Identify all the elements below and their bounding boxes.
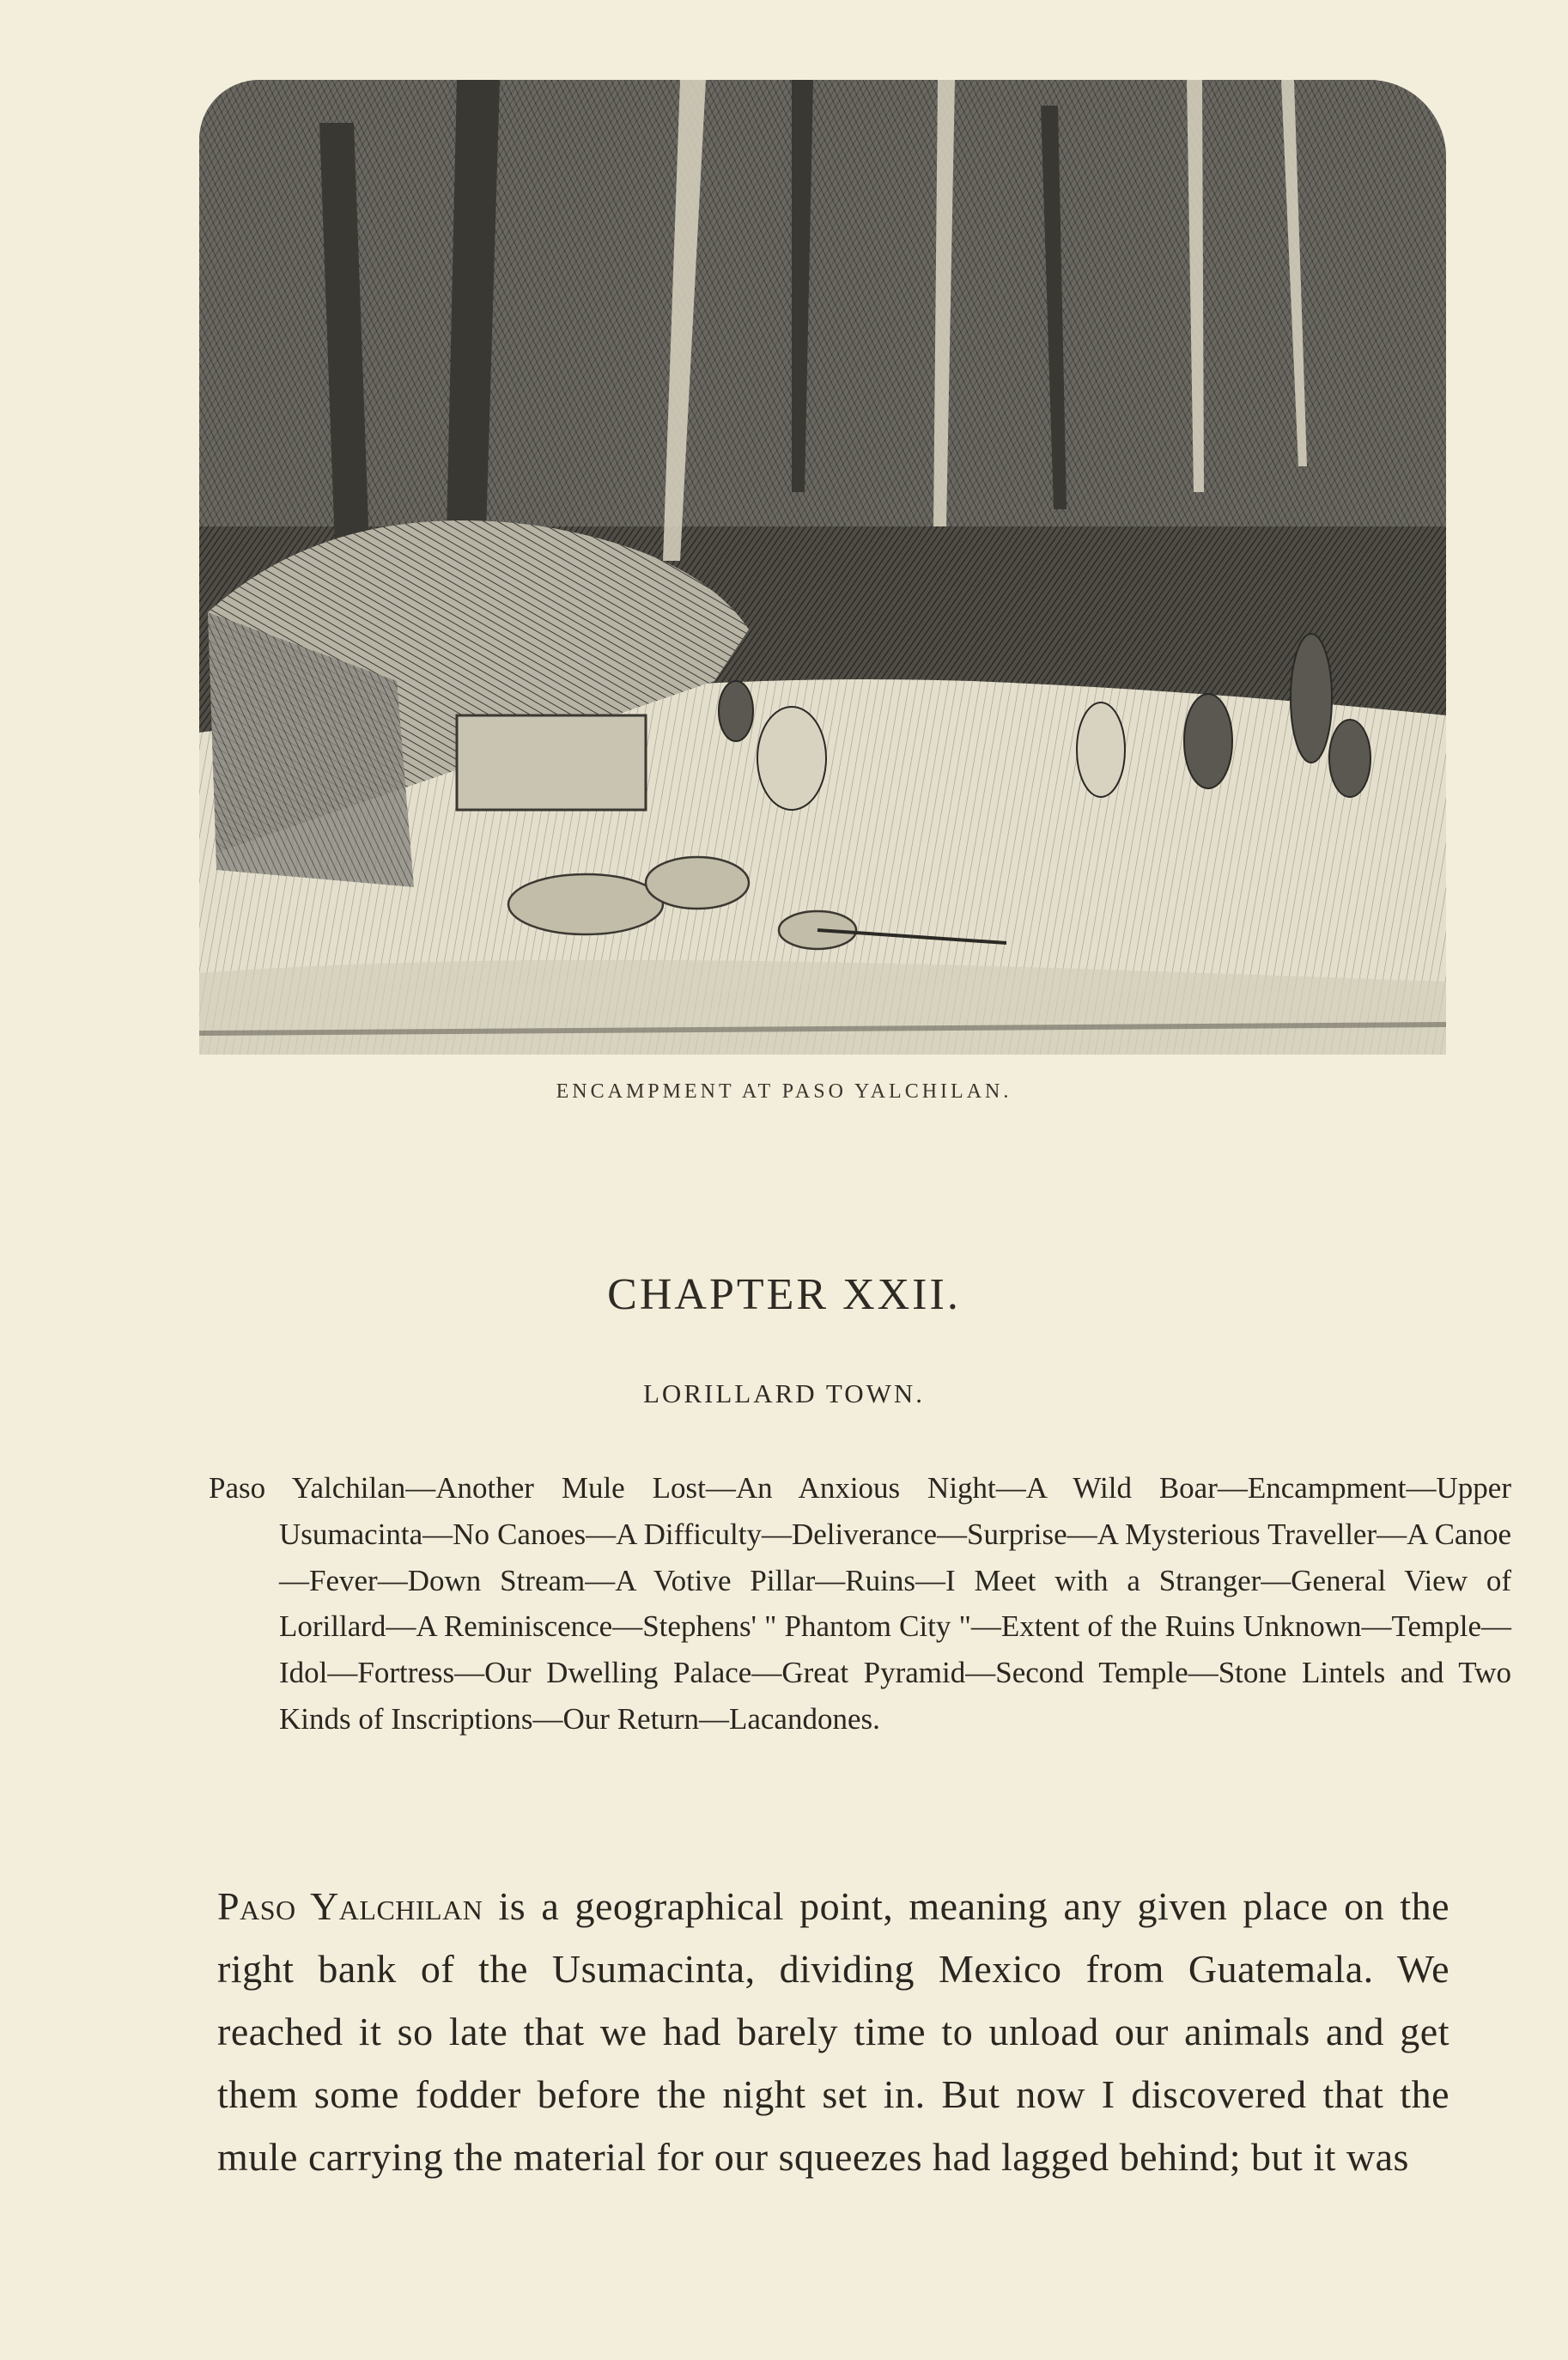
engraving-illustration: [199, 80, 1446, 1055]
illustration-caption: ENCAMPMENT AT PASO YALCHILAN.: [556, 1080, 1012, 1103]
paragraph-lead-words: Paso Yalchilan: [217, 1884, 483, 1928]
chapter-synopsis: Paso Yalchilan—Another Mule Lost—An Anxious Night—A Wild Boar—Encampment—Upper Usumacinta—No Canoes—A Difficulty—Deliverance—Surprise—A Mysterious Traveller—A Canoe—Fever—Down Stream—A Votive Pillar—Ruins—I Meet with a Stranger—General View of Lorillard—A Reminiscence—Stephens' " Phantom City "—Extent of the Ruins Unknown—Temple—Idol—Fortress—Our Dwelling Palace—Great Pyramid—Second Temple—Stone Lintels and Two Kinds of Inscriptions—Our Return—Lacandones.: [209, 1471, 1511, 1736]
paragraph-text: is a geographical point, meaning any given place on the right bank of the Usumacinta, dividing Mexico from Guatemala. We reached it so late that we had barely time to unload our animals and get them some fodder before the night set in. But now I discovered that the mule carrying the material for our squeezes had lagged behind; but it was: [217, 1884, 1449, 2179]
chapter-title: CHAPTER XXII.: [607, 1270, 961, 1319]
chapter-subtitle: LORILLARD TOWN.: [643, 1378, 925, 1408]
forest-camp-engraving: [199, 80, 1446, 1055]
body-paragraph: [217, 1875, 1449, 2188]
